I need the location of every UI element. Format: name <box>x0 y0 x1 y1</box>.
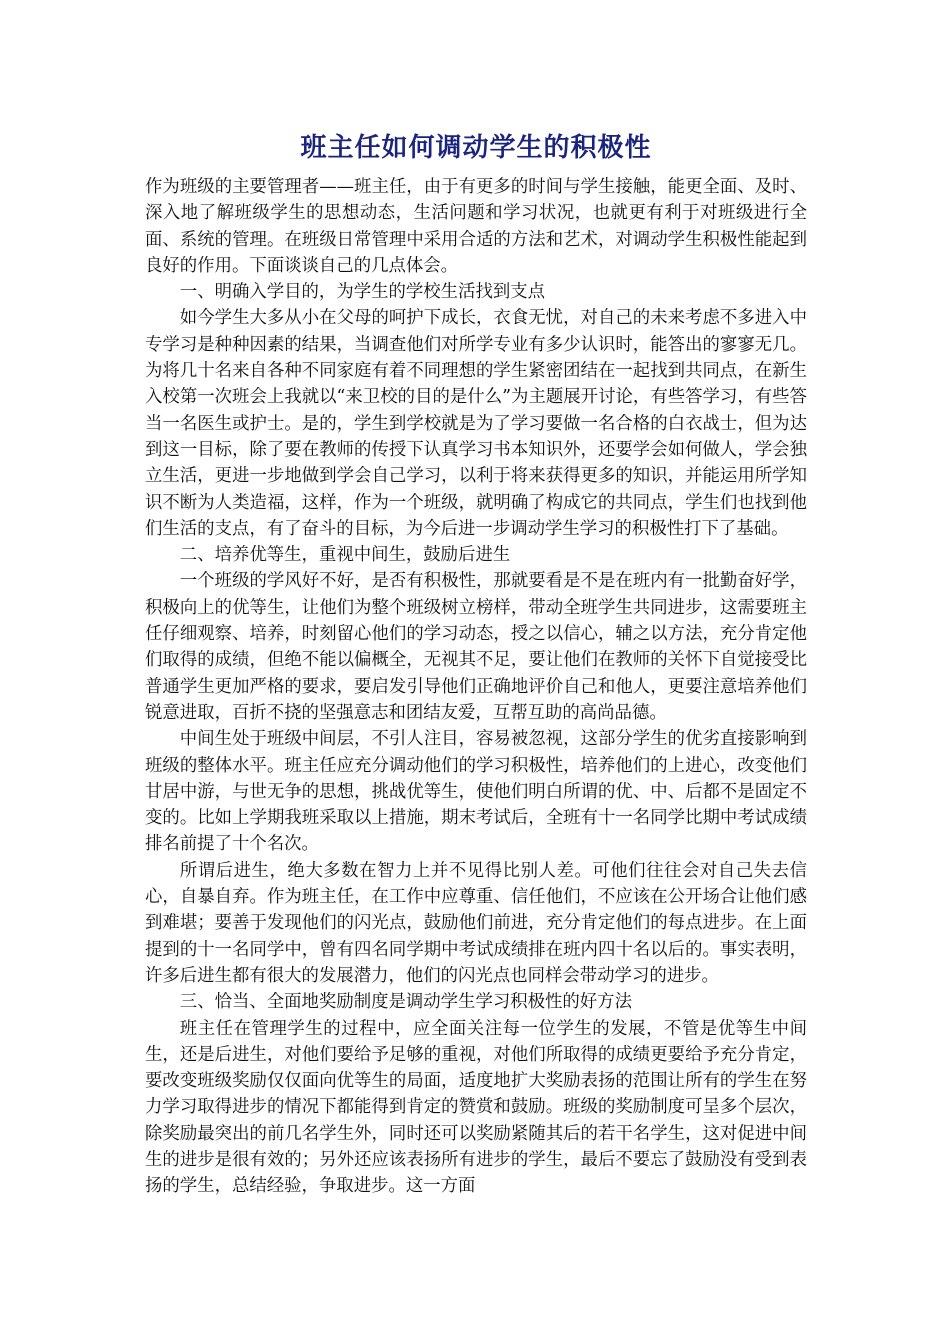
section-heading-1: 一、明确入学目的，为学生的学校生活找到支点 <box>179 282 546 303</box>
paragraph: 中间生处于班级中间层，不引人注目，容易被忽视，这部分学生的优劣直接影响到班级的整体水平。班主任应充分调动他们的学习积极性，培养他们的上进心，改变他们甘居中游，与世无争的思想，挑战优等生，使他们明白所谓的优、中、后都不是固定不变的。比如上学期我班采取以上措施，期末考试后，全班有十一名同学比期中考试成绩排名前提了十个名次。 <box>145 729 807 855</box>
document-page <box>145 128 807 1200</box>
paragraph: 如今学生大多从小在父母的呵护下成长，衣食无忧，对自己的未来考虑不多进入中专学习是种种因素的结果，当调查他们对所学专业有多少认识时，能答出的寥寥无几。为将几十名来自各种不同家庭有着不同理想的学生紧密团结在一起找到共同点，在新生入校第一次班会上我就以“来卫校的目的是什么”为主题展开讨论，有些答学习，有些答当一名医生或护士。是的，学生到学校就是为了学习要做一名合格的白衣战士，但为达到这一目标，除了要在教师的传授下认真学习书本知识外，还要学会如何做人，学会独立生活，更进一步地做到学会自己学习，以利于将来获得更多的知识，并能运用所学知识不断为人类造福，这样，作为一个班级，就明确了构成它的共同点，学生们也找到他们生活的支点，有了奋斗的目标，为今后进一步调动学生学习的积极性打下了基础。 <box>145 308 807 539</box>
paragraph: 所谓后进生，绝大多数在智力上并不见得比别人差。可他们往往会对自己失去信心，自暴自弃。作为班主任，在工作中应尊重、信任他们，不应该在公开场合让他们感到难堪；要善于发现他们的闪光点，鼓励他们前进，充分肯定他们的每点进步。在上面提到的十一名同学中，曾有四名同学期中考试成绩排在班内四十名以后的。事实表明，许多后进生都有很大的发展潜力，他们的闪光点也同样会带动学习的进步。 <box>145 860 807 986</box>
document-body <box>145 174 807 1200</box>
paragraph: 班主任在管理学生的过程中，应全面关注每一位学生的发展，不管是优等生中间生，还是后进生，对他们要给予足够的重视，对他们所取得的成绩更要给予充分肯定，要改变班级奖励仅仅面向优等生的局面，适度地扩大奖励表扬的范围让所有的学生在努力学习取得进步的情况下都能得到肯定的赞赏和鼓励。班级的奖励制度可呈多个层次，除奖励最突出的前几名学生外，同时还可以奖励紧随其后的若干名学生，这对促进中间生的进步是很有效的；另外还应该表扬所有进步的学生，最后不要忘了鼓励没有受到表扬的学生，总结经验，争取进步。这一方面 <box>145 1018 807 1197</box>
section-heading-3: 三、恰当、全面地奖励制度是调动学生学习积极性的好方法 <box>179 992 632 1013</box>
paragraph: 一个班级的学风好不好，是否有积极性，那就要看是不是在班内有一批勤奋好学，积极向上的优等生，让他们为整个班级树立榜样，带动全班学生共同进步，这需要班主任仔细观察、培养，时刻留心他们的学习动态，授之以信心，辅之以方法，充分肯定他们取得的成绩，但绝不能以偏概全，无视其不足，要让他们在教师的关怀下自觉接受比普通学生更加严格的要求，要启发引导他们正确地评价自己和他人，更要注意培养他们锐意进取，百折不挠的坚强意志和团结友爱，互帮互助的高尚品德。 <box>145 571 807 723</box>
document-title: 班主任如何调动学生的积极性 <box>300 133 652 163</box>
paragraph-intro: 作为班级的主要管理者——班主任，由于有更多的时间与学生接触，能更全面、及时、深入地了解班级学生的思想动态，生活问题和学习状况，也就更有利于对班级进行全面、系统的管理。在班级日常管理中采用合适的方法和艺术，对调动学生积极性能起到良好的作用。下面谈谈自己的几点体会。 <box>145 177 807 276</box>
section-heading-2: 二、培养优等生，重视中间生，鼓励后进生 <box>179 545 511 566</box>
